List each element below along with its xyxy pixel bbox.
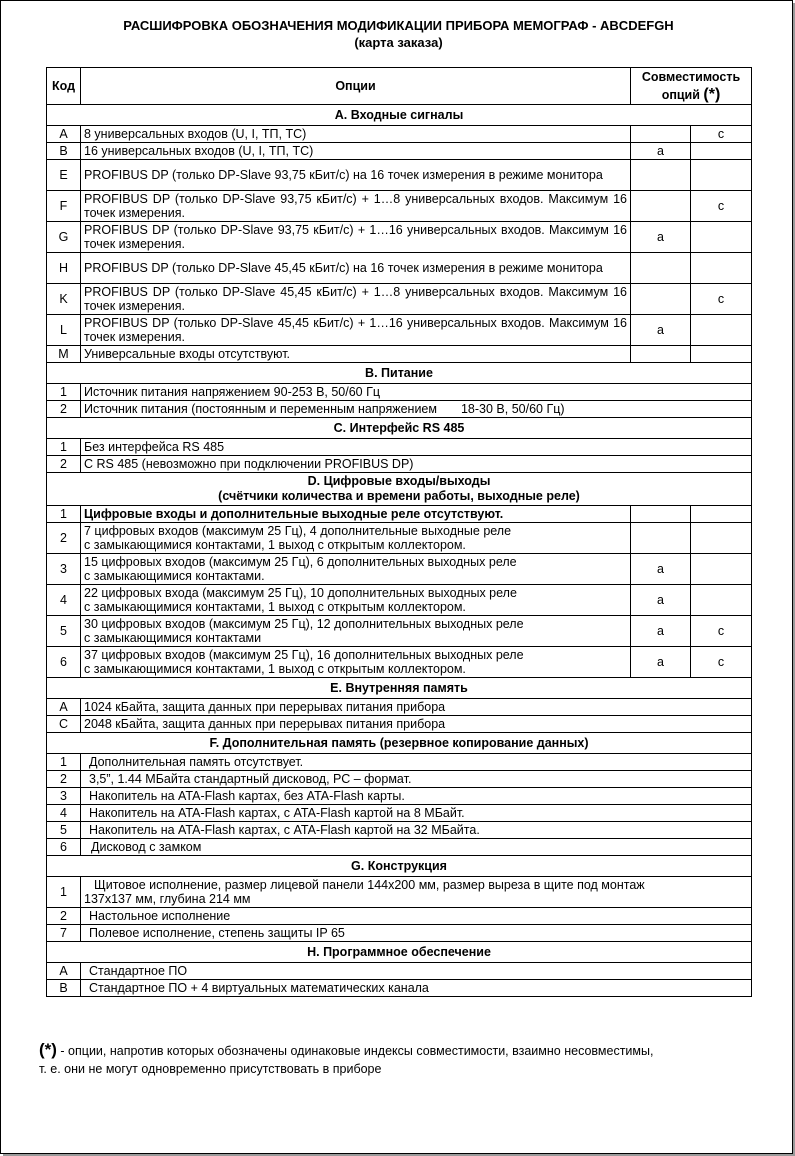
row-compat-a: a — [631, 143, 691, 160]
section-title: C. Интерфейс RS 485 — [47, 418, 752, 439]
table-row — [47, 771, 752, 788]
row-code: B — [47, 980, 81, 997]
row-option: Стандартное ПО — [81, 963, 752, 980]
section-title-line1: D. Цифровые входы/выходы — [307, 474, 491, 488]
row-option-line1: Щитовое исполнение, размер лицевой панели 144х200 мм, размер выреза в щите под монтаж — [94, 878, 645, 892]
row-code: 6 — [47, 839, 81, 856]
row-option: Цифровые входы и дополнительные выходные реле отсутствуют. — [81, 506, 631, 523]
row-compat-a: a — [631, 222, 691, 253]
row-code: 4 — [47, 585, 81, 616]
row-code: 1 — [47, 506, 81, 523]
section-title — [47, 473, 752, 506]
row-compat-a — [631, 160, 691, 191]
table-row — [47, 877, 752, 908]
row-code: 1 — [47, 439, 81, 456]
table-row — [47, 616, 752, 647]
row-compat-c — [691, 143, 752, 160]
row-compat-a — [631, 284, 691, 315]
table-row — [47, 788, 752, 805]
row-compat-c — [691, 506, 752, 523]
row-code: 1 — [47, 877, 81, 908]
row-option-line1: 22 цифровых входа (максимум 25 Гц), 10 дополнительных выходных реле — [84, 586, 517, 600]
row-option: Источник питания напряжением 90-253 В, 50/60 Гц — [81, 384, 752, 401]
row-compat-c — [691, 554, 752, 585]
row-compat-c: c — [691, 616, 752, 647]
row-option-line1: 7 цифровых входов (максимум 25 Гц), 4 дополнительные выходные реле — [84, 524, 512, 538]
row-compat-c: c — [691, 647, 752, 678]
row-code: M — [47, 346, 81, 363]
table-row — [47, 126, 752, 143]
section-title: F. Дополнительная память (резервное копирование данных) — [47, 733, 752, 754]
table-row — [47, 716, 752, 733]
header-compat-line2: опций — [661, 87, 700, 102]
row-option-line1: 37 цифровых входов (максимум 25 Гц), 16 дополнительных выходных реле — [84, 648, 524, 662]
table-header-row — [47, 68, 752, 105]
row-code: 2 — [47, 908, 81, 925]
row-option: 16 универсальных входов (U, I, ТП, ТС) — [81, 143, 631, 160]
row-option-part2: 18-30 В, 50/60 Гц) — [460, 402, 565, 416]
section-header-g — [47, 856, 752, 877]
row-compat-a — [631, 126, 691, 143]
row-compat-c — [691, 315, 752, 346]
row-option — [81, 647, 631, 678]
row-option — [81, 877, 752, 908]
order-table — [46, 67, 752, 997]
row-code: E — [47, 160, 81, 191]
table-row — [47, 456, 752, 473]
row-option — [81, 616, 631, 647]
row-code: F — [47, 191, 81, 222]
table-row — [47, 523, 752, 554]
row-option-line1: 15 цифровых входов (максимум 25 Гц), 6 дополнительных выходных реле — [84, 555, 517, 569]
row-code: A — [47, 963, 81, 980]
header-code: Код — [47, 68, 81, 105]
row-option — [81, 523, 631, 554]
header-compat-line1: Совместимость — [641, 69, 741, 84]
row-option — [81, 401, 752, 418]
footnote-line2: т. е. они не могут одновременно присутствовать в приборе — [39, 1062, 382, 1076]
row-option-line2: 137х137 мм, глубина 214 мм — [84, 892, 251, 906]
row-compat-a: a — [631, 554, 691, 585]
table-row — [47, 925, 752, 942]
section-title-line2: (счётчики количества и времени работы, выходные реле) — [218, 489, 580, 503]
row-option — [81, 554, 631, 585]
table-row — [47, 284, 752, 315]
row-option: Без интерфейса RS 485 — [81, 439, 752, 456]
table-row — [47, 908, 752, 925]
row-code: 1 — [47, 384, 81, 401]
row-option: 8 универсальных входов (U, I, ТП, ТС) — [81, 126, 631, 143]
row-compat-c: c — [691, 284, 752, 315]
row-option: Дисковод с замком — [81, 839, 752, 856]
document-subtitle: (карта заказа) — [354, 35, 443, 50]
table-row — [47, 963, 752, 980]
row-option: С RS 485 (невозможно при подключении PROFIBUS DP) — [81, 456, 752, 473]
table-row — [47, 585, 752, 616]
row-code: 3 — [47, 554, 81, 585]
row-compat-a: a — [631, 647, 691, 678]
row-code: 5 — [47, 822, 81, 839]
row-option-line2: с замыкающимися контактами — [84, 631, 262, 645]
row-option: PROFIBUS DP (только DP-Slave 45,45 кБит/с) + 1…16 универсальных входов. Максимум 16 точек измерения. — [81, 315, 631, 346]
table-row — [47, 554, 752, 585]
table-row — [47, 822, 752, 839]
row-option-part1: Источник питания (постоянным и переменным напряжением — [84, 402, 437, 416]
section-header-c — [47, 418, 752, 439]
row-option-line1: 30 цифровых входов (максимум 25 Гц), 12 дополнительных выходных реле — [84, 617, 524, 631]
row-option: Полевое исполнение, степень защиты IP 65 — [81, 925, 752, 942]
row-option-line2: с замыкающимися контактами, 1 выход с открытым коллектором. — [84, 538, 466, 552]
section-title: A. Входные сигналы — [47, 105, 752, 126]
row-option: Накопитель на ATA-Flash картах, с ATA-Flash картой на 32 МБайта. — [81, 822, 752, 839]
row-compat-a — [631, 523, 691, 554]
section-title: E. Внутренняя память — [47, 678, 752, 699]
table-row — [47, 439, 752, 456]
row-option: 3,5”, 1.44 МБайта стандартный дисковод, РС – формат. — [81, 771, 752, 788]
row-code: 2 — [47, 523, 81, 554]
table-row — [47, 222, 752, 253]
table-row — [47, 980, 752, 997]
row-code: A — [47, 126, 81, 143]
table-row — [47, 506, 752, 523]
row-code: K — [47, 284, 81, 315]
row-compat-c: c — [691, 126, 752, 143]
row-code: B — [47, 143, 81, 160]
table-row — [47, 143, 752, 160]
row-option: Дополнительная память отсутствует. — [81, 754, 752, 771]
header-compat — [631, 68, 752, 105]
row-compat-a — [631, 506, 691, 523]
row-compat-a: a — [631, 585, 691, 616]
section-title: B. Питание — [47, 363, 752, 384]
table-row — [47, 253, 752, 284]
table-row — [47, 839, 752, 856]
header-compat-mark: (*) — [703, 85, 721, 103]
section-header-f — [47, 733, 752, 754]
row-option-line2: с замыкающимися контактами, 1 выход с открытым коллектором. — [84, 662, 466, 676]
table-row — [47, 315, 752, 346]
table-row — [47, 346, 752, 363]
row-code: 5 — [47, 616, 81, 647]
row-code: G — [47, 222, 81, 253]
table-row — [47, 401, 752, 418]
row-compat-c — [691, 253, 752, 284]
document-title: РАСШИФРОВКА ОБОЗНАЧЕНИЯ МОДИФИКАЦИИ ПРИБОРА МЕМОГРАФ - ABCDEFGH — [123, 18, 674, 33]
row-compat-c: c — [691, 191, 752, 222]
row-option: Накопитель на ATA-Flash картах, с ATA-Flash картой на 8 МБайт. — [81, 805, 752, 822]
row-code: 1 — [47, 754, 81, 771]
row-code: 4 — [47, 805, 81, 822]
row-code: 2 — [47, 771, 81, 788]
row-option: 2048 кБайта, защита данных при перерывах питания прибора — [81, 716, 752, 733]
row-option: PROFIBUS DP (только DP-Slave 93,75 кБит/с) на 16 точек измерения в режиме монитора — [81, 160, 631, 191]
row-compat-a — [631, 191, 691, 222]
row-code: L — [47, 315, 81, 346]
table-row — [47, 647, 752, 678]
row-option: Стандартное ПО + 4 виртуальных математических канала — [81, 980, 752, 997]
section-header-b — [47, 363, 752, 384]
row-option — [81, 585, 631, 616]
row-option: Накопитель на ATA-Flash картах, без ATA-Flash карты. — [81, 788, 752, 805]
footnote-line1: - опции, напротив которых обозначены одинаковые индексы совместимости, взаимно несовместимы, — [56, 1044, 654, 1058]
header-options: Опции — [81, 68, 631, 105]
table-row — [47, 754, 752, 771]
footnote-mark: (*) — [39, 1040, 57, 1059]
table-row — [47, 805, 752, 822]
row-option-line2: с замыкающимися контактами. — [84, 569, 265, 583]
row-code: 6 — [47, 647, 81, 678]
table-row — [47, 191, 752, 222]
row-code: C — [47, 716, 81, 733]
row-code: A — [47, 699, 81, 716]
row-compat-c — [691, 585, 752, 616]
section-header-a — [47, 105, 752, 126]
row-option: PROFIBUS DP (только DP-Slave 93,75 кБит/с) + 1…8 универсальных входов. Максимум 16 точек измерения. — [81, 191, 631, 222]
row-compat-c — [691, 346, 752, 363]
row-compat-c — [691, 523, 752, 554]
table-row — [47, 699, 752, 716]
row-option: Настольное исполнение — [81, 908, 752, 925]
section-header-d — [47, 473, 752, 506]
row-code: 3 — [47, 788, 81, 805]
table-row — [47, 384, 752, 401]
footnote — [39, 1041, 739, 1078]
row-compat-a: a — [631, 616, 691, 647]
row-compat-a — [631, 253, 691, 284]
row-option-line2: с замыкающимися контактами, 1 выход с открытым коллектором. — [84, 600, 466, 614]
row-option: 1024 кБайта, защита данных при перерывах питания прибора — [81, 699, 752, 716]
row-option: PROFIBUS DP (только DP-Slave 45,45 кБит/с) на 16 точек измерения в режиме монитора — [81, 253, 631, 284]
row-compat-a: a — [631, 315, 691, 346]
section-title: G. Конструкция — [47, 856, 752, 877]
row-code: 2 — [47, 401, 81, 418]
row-compat-c — [691, 222, 752, 253]
row-compat-a — [631, 346, 691, 363]
section-header-e — [47, 678, 752, 699]
row-option: Универсальные входы отсутствуют. — [81, 346, 631, 363]
table-row — [47, 160, 752, 191]
section-title: H. Программное обеспечение — [47, 942, 752, 963]
row-compat-c — [691, 160, 752, 191]
row-code: 2 — [47, 456, 81, 473]
row-option: PROFIBUS DP (только DP-Slave 93,75 кБит/с) + 1…16 универсальных входов. Максимум 16 точек измерения. — [81, 222, 631, 253]
row-code: H — [47, 253, 81, 284]
row-option: PROFIBUS DP (только DP-Slave 45,45 кБит/с) + 1…8 универсальных входов. Максимум 16 точек измерения. — [81, 284, 631, 315]
row-code: 7 — [47, 925, 81, 942]
section-header-h — [47, 942, 752, 963]
